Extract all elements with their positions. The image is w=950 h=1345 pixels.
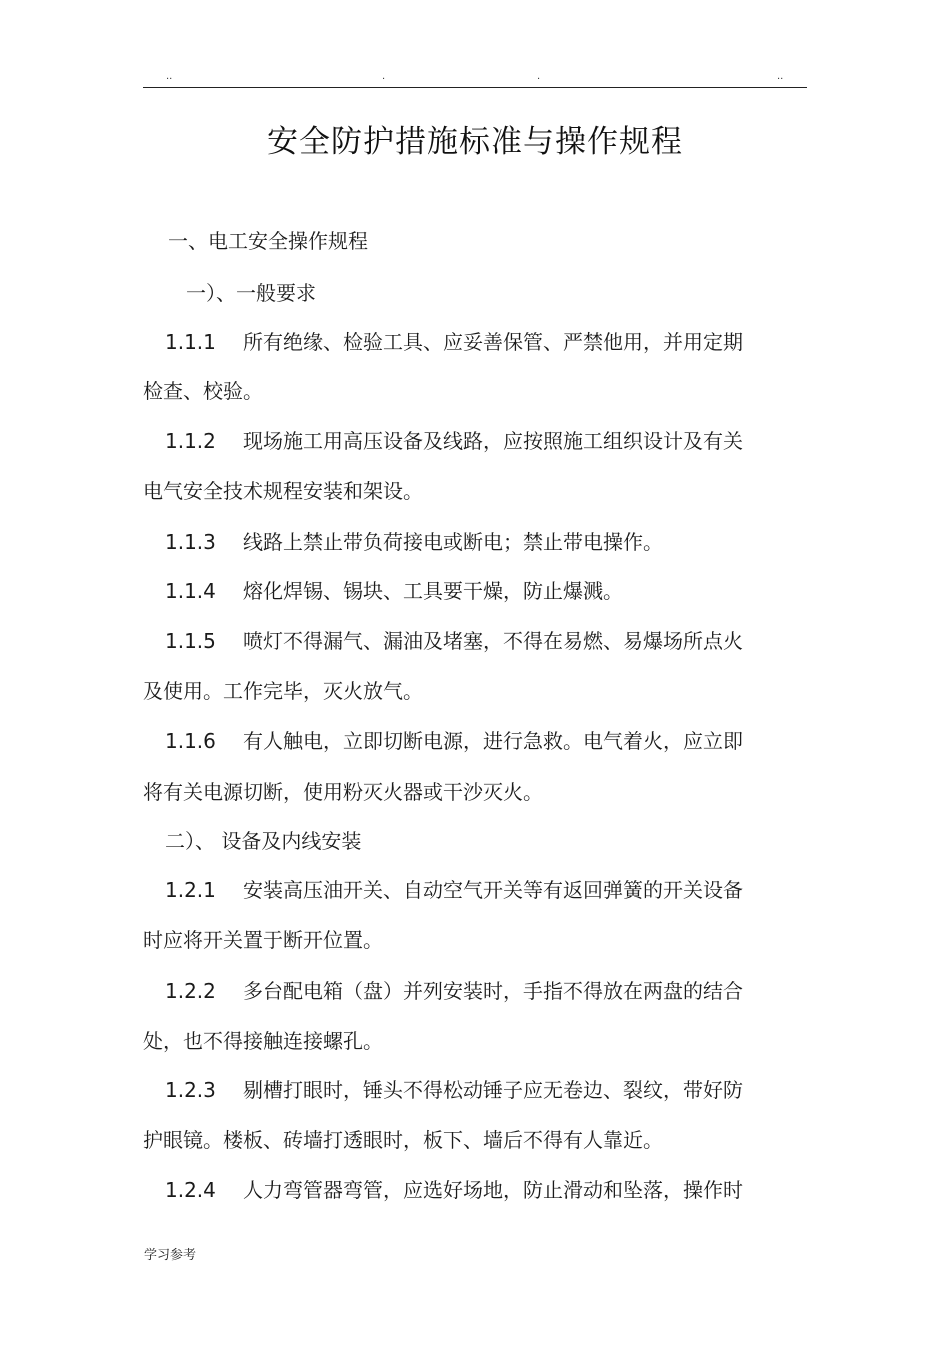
clause-text: 剔槽打眼时，锤头不得松动锤子应无卷边、裂纹，带好防 bbox=[243, 1078, 743, 1102]
header-mark: .. bbox=[166, 71, 173, 82]
header-mark: .. bbox=[777, 71, 784, 82]
clause-text: 有人触电，立即切断电源，进行急救。电气着火，应立即 bbox=[243, 729, 743, 753]
clause-text: 现场施工用高压设备及线路，应按照施工组织设计及有关 bbox=[243, 429, 743, 453]
clause-number: 1.1.4 bbox=[165, 579, 216, 603]
clause-text: 人力弯管器弯管，应选好场地，防止滑动和坠落，操作时 bbox=[243, 1178, 743, 1202]
clause-number: 1.1.3 bbox=[165, 530, 216, 554]
subsection-heading: 一）、一般要求 bbox=[186, 281, 316, 305]
clause-text: 所有绝缘、检验工具、应妥善保管、严禁他用，并用定期 bbox=[243, 330, 743, 354]
clause-number: 1.2.1 bbox=[165, 878, 216, 902]
clause-text: 安装高压油开关、自动空气开关等有返回弹簧的开关设备 bbox=[243, 878, 743, 902]
clause-number: 1.1.6 bbox=[165, 729, 216, 753]
clause-text: 喷灯不得漏气、漏油及堵塞，不得在易燃、易爆场所点火 bbox=[243, 629, 743, 653]
clause-text: 线路上禁止带负荷接电或断电；禁止带电操作。 bbox=[243, 530, 663, 554]
clause-continuation: 检查、校验。 bbox=[143, 379, 263, 403]
document-title: 安全防护措施标准与操作规程 bbox=[267, 124, 683, 160]
clause-number: 1.1.5 bbox=[165, 629, 216, 653]
clause-text: 多台配电箱（盘）并列安装时，手指不得放在两盘的结合 bbox=[243, 979, 743, 1003]
clause-number: 1.1.1 bbox=[165, 330, 216, 354]
clause-continuation: 护眼镜。楼板、砖墙打透眼时，板下、墙后不得有人靠近。 bbox=[143, 1128, 663, 1152]
clause-number: 1.2.2 bbox=[165, 979, 216, 1003]
clause-number: 1.1.2 bbox=[165, 429, 216, 453]
clause-continuation: 及使用。工作完毕，灭火放气。 bbox=[143, 679, 423, 703]
header-mark: . bbox=[382, 71, 386, 82]
clause-continuation: 将有关电源切断，使用粉灭火器或干沙灭火。 bbox=[143, 780, 543, 804]
footer-text: 学习参考 bbox=[144, 1248, 197, 1263]
clause-continuation: 处，也不得接触连接螺孔。 bbox=[143, 1029, 383, 1053]
section-heading: 一、电工安全操作规程 bbox=[168, 229, 368, 253]
subsection-heading: 二）、 设备及内线安装 bbox=[165, 829, 362, 853]
header-marks bbox=[0, 72, 950, 84]
clause-number: 1.2.4 bbox=[165, 1178, 216, 1202]
clause-number: 1.2.3 bbox=[165, 1078, 216, 1102]
header-mark: . bbox=[537, 71, 541, 82]
clause-continuation: 电气安全技术规程安装和架设。 bbox=[143, 479, 423, 503]
header-rule bbox=[143, 87, 807, 88]
clause-text: 熔化焊锡、锡块、工具要干燥，防止爆溅。 bbox=[243, 579, 623, 603]
clause-continuation: 时应将开关置于断开位置。 bbox=[143, 928, 383, 952]
